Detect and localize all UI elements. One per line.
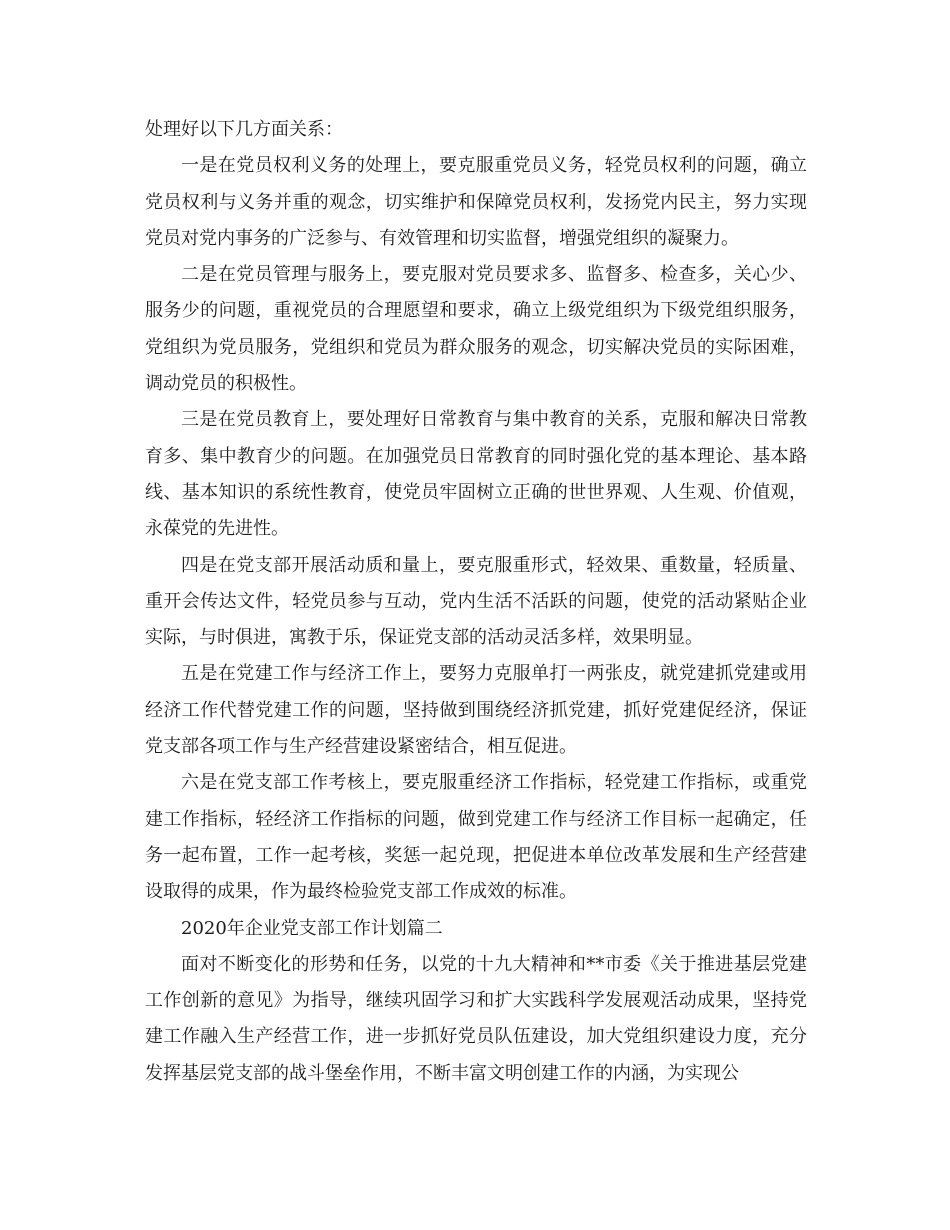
section-heading: 2020年企业党支部工作计划篇二 [181, 917, 443, 939]
paragraph-item-1: 一是在党员权利义务的处理上，要克服重党员义务，轻党员权利的问题，确立党员权利与义务并重的观念，切实维护和保障党员权利，发扬党内民主，努力实现党员对党内事务的广泛参与、有效管理和切实监督，增强党组织的凝聚力。 [145, 155, 807, 249]
paragraph-item-4: 四是在党支部开展活动质和量上，要克服重形式，轻效果、重数量，轻质量、重开会传达文件，轻党员参与互动，党内生活不活跃的问题，使党的活动紧贴企业实际，与时俱进，寓教于乐，保证党支部的活动灵活多样，效果明显。 [145, 554, 807, 649]
paragraph-item-6: 六是在党支部工作考核上，要克服重经济工作指标，轻党建工作指标，或重党建工作指标，轻经济工作指标的问题，做到党建工作与经济工作目标一起确定，任务一起布置，工作一起考核，奖惩一起兑现，把促进本单位改革发展和生产经营建设取得的成果，作为最终检验党支部工作成效的标准。 [145, 772, 807, 903]
document-body [145, 112, 807, 1092]
paragraph-item-5: 五是在党建工作与经济工作上，要努力克服单打一两张皮，就党建抓党建或用经济工作代替党建工作的问题，坚持做到围绕经济抓党建，抓好党建促经济，保证党支部各项工作与生产经营建设紧密结合，相互促进。 [145, 663, 807, 758]
paragraph-intro: 处理好以下几方面关系： [145, 119, 343, 140]
paragraph-item-3: 三是在党员教育上，要处理好日常教育与集中教育的关系，克服和解决日常教育多、集中教育少的问题。在加强党员日常教育的同时强化党的基本理论、基本路线、基本知识的系统性教育，使党员牢固树立正确的世世界观、人生观、价值观，永葆党的先进性。 [145, 409, 807, 540]
paragraph-section-body: 面对不断变化的形势和任务，以党的十九大精神和**市委《关于推进基层党建工作创新的意见》为指导，继续巩固学习和扩大实践科学发展观活动成果，坚持党建工作融入生产经营工作，进一步抓好党员队伍建设，加大党组织建设力度，充分发挥基层党支部的战斗堡垒作用，不断丰富文明创建工作的内涵，为实现公 [145, 953, 807, 1084]
paragraph-item-2: 二是在党员管理与服务上，要克服对党员要求多、监督多、检查多，关心少、服务少的问题，重视党员的合理愿望和要求，确立上级党组织为下级党组织服务，党组织为党员服务，党组织和党员为群众服务的观念，切实解决党员的实际困难，调动党员的积极性。 [145, 264, 807, 395]
